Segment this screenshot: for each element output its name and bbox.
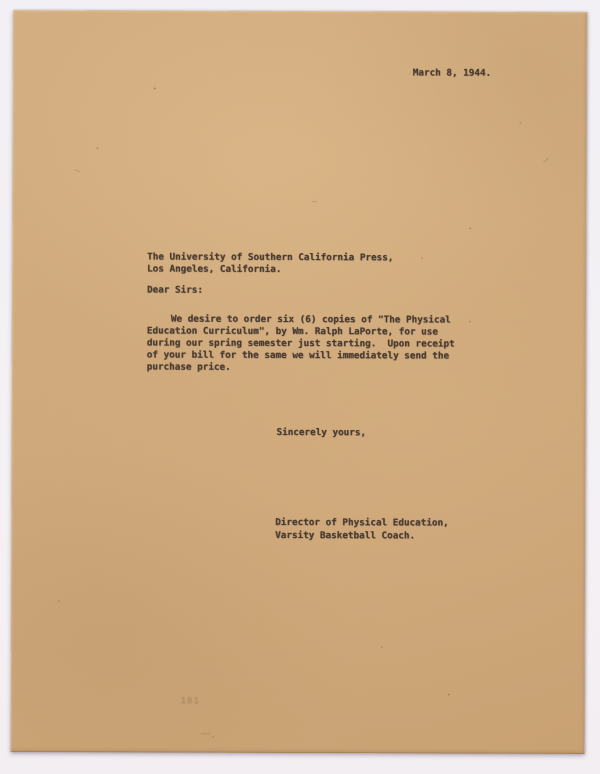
faint-pencil-mark: 181 <box>180 696 200 707</box>
paper-speck <box>154 87 156 89</box>
body-line: We desire to order six (6) copies of "The Physical <box>170 313 451 326</box>
paper-speck <box>520 122 522 124</box>
paper-speck <box>421 257 423 259</box>
body-line: Education Curriculum", by Wm. Ralph LaPorte, for use <box>146 325 438 338</box>
paper-speck <box>212 736 214 738</box>
paper-speck <box>448 694 450 696</box>
signature-block <box>275 515 449 542</box>
recipient-line: The University of Southern California Press, <box>147 250 394 263</box>
recipient-line: Los Angeles, California. <box>147 263 282 275</box>
paper-speck <box>381 646 383 648</box>
letter-body <box>147 313 455 375</box>
paper-speck <box>58 600 60 602</box>
recipient-address-block <box>147 251 393 276</box>
body-line: purchase price. <box>146 361 231 374</box>
salutation: Dear Sirs: <box>147 283 204 296</box>
body-line: during our spring semester just starting. Upon receipt <box>146 337 455 350</box>
paper-speck <box>469 321 471 323</box>
body-line: of your bill for the same we will immediately send the <box>146 349 450 362</box>
signature-line: Varsity Basketball Coach. <box>275 529 416 541</box>
date-line: March 8, 1944. <box>412 66 492 79</box>
paper-fiber <box>75 169 81 172</box>
paper-fiber <box>543 158 549 163</box>
paper-smudge <box>200 733 210 735</box>
complimentary-closing: Sincerely yours, <box>276 426 367 438</box>
paper-speck <box>97 147 99 149</box>
letter-paper <box>10 10 587 754</box>
signature-line: Director of Physical Education, <box>275 516 449 529</box>
paper-fiber <box>312 201 317 203</box>
paper-speck <box>469 228 471 230</box>
